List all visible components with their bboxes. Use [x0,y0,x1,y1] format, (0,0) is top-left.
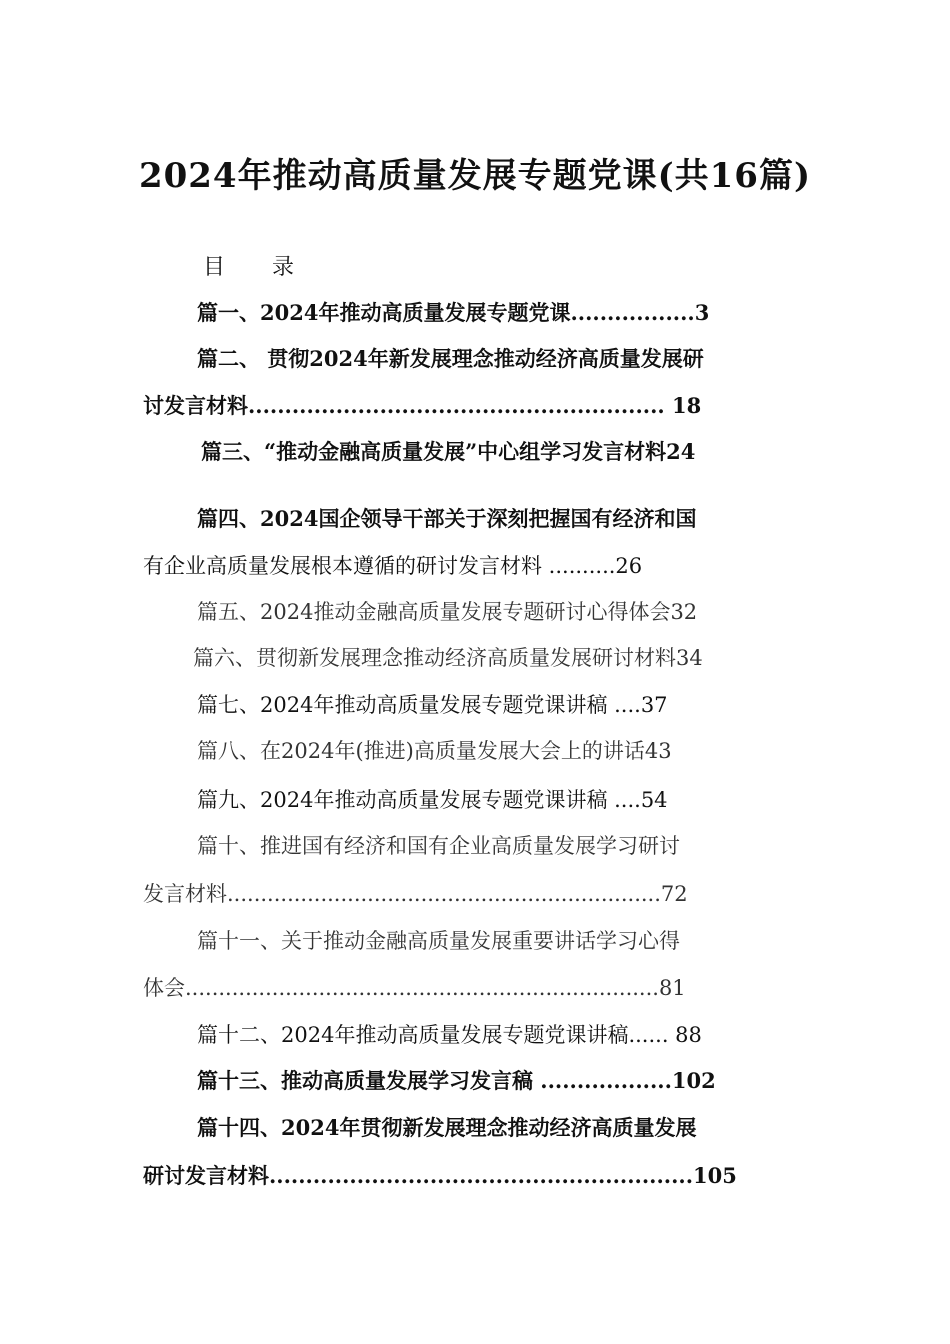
toc-entry-9[interactable]: 篇九、2024年推动高质量发展专题党课讲稿 ....54 [197,788,668,812]
toc-entry-11-line1[interactable]: 篇十一、关于推动金融高质量发展重要讲话学习心得 [197,929,680,953]
toc-entry-13[interactable]: 篇十三、推动高质量发展学习发言稿 ..................102 [197,1068,716,1093]
toc-entry-3[interactable]: 篇三、“推动金融高质量发展”中心组学习发言材料24 [201,439,696,464]
toc-entry-2-line2[interactable]: 讨发言材料......................................................... 18 [143,393,702,418]
toc-heading: 目 录 [203,255,314,280]
toc-entry-6[interactable]: 篇六、贯彻新发展理念推动经济高质量发展研讨材料34 [193,646,703,670]
toc-entry-7[interactable]: 篇七、2024年推动高质量发展专题党课讲稿 ....37 [197,693,668,717]
toc-entry-2-line1[interactable]: 篇二、 贯彻2024年新发展理念推动经济高质量发展研 [197,346,704,371]
toc-entry-10-line1[interactable]: 篇十、推进国有经济和国有企业高质量发展学习研讨 [197,834,680,858]
toc-entry-11-line2[interactable]: 体会.......................................................................81 [143,976,686,1000]
toc-entry-4-line2[interactable]: 有企业高质量发展根本遵循的研讨发言材料 ..........26 [143,554,643,578]
toc-entry-8[interactable]: 篇八、在2024年(推进)高质量发展大会上的讲话43 [197,739,672,763]
toc-entry-10-line2[interactable]: 发言材料.................................................................72 [143,882,688,906]
toc-entry-14-line2[interactable]: 研讨发言材料..........................................................105 [143,1163,737,1188]
toc-entry-5[interactable]: 篇五、2024推动金融高质量发展专题研讨心得体会32 [197,600,698,624]
toc-entry-1[interactable]: 篇一、2024年推动高质量发展专题党课.................3 [197,300,710,325]
toc-entry-12[interactable]: 篇十二、2024年推动高质量发展专题党课讲稿...... 88 [197,1023,702,1047]
document-title: 2024年推动高质量发展专题党课(共16篇) [138,156,812,196]
toc-entry-14-line1[interactable]: 篇十四、2024年贯彻新发展理念推动经济高质量发展 [197,1115,697,1140]
toc-entry-4-line1[interactable]: 篇四、2024国企领导干部关于深刻把握国有经济和国 [197,506,697,531]
